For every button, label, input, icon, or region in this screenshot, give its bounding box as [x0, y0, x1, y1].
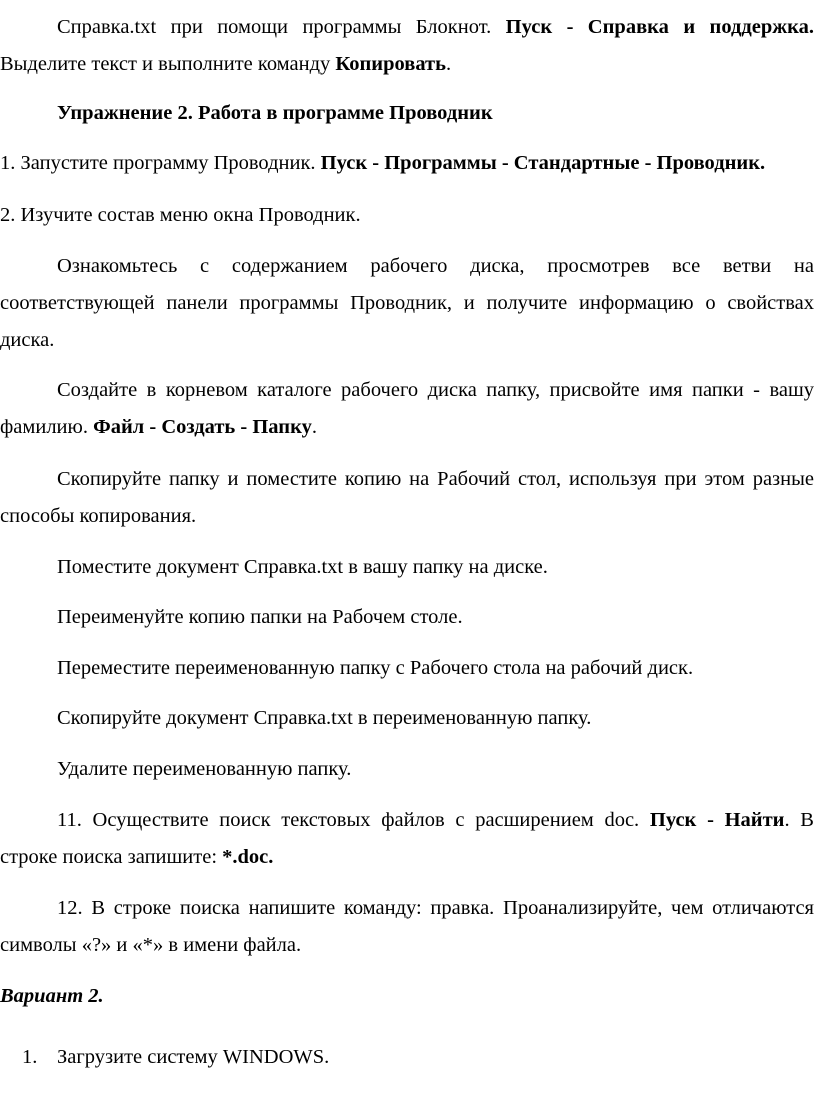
paragraph-move: Переместите переименованную папку с Рабочего стола на рабочий диск.: [57, 657, 694, 679]
text: .: [445, 53, 452, 75]
list-item: [0, 1039, 814, 1076]
paragraph-copy-folder: Скопируйте папку и поместите копию на Рабочий стол, используя при этом разные способы копирования.: [0, 468, 814, 527]
paragraph-wildcards: 12. В строке поиска напишите команду: правка. Проанализируйте, чем отличаются символы «?» и «*» в имени файла.: [0, 897, 814, 956]
text: Справка.txt при помощи программы Блокнот.: [57, 16, 506, 38]
command-text: Пуск - Найти: [649, 809, 785, 831]
variant-text: Вариант 2.: [0, 985, 104, 1007]
command-text: *.doc.: [222, 846, 274, 868]
paragraph-explore-disk: Ознакомьтесь с содержанием рабочего диска, просмотрев все ветви на соответствующей панели программы Проводник, и получите информацию о свойствах диска.: [0, 255, 814, 351]
variant-heading: [0, 978, 814, 1015]
text: .: [311, 416, 317, 438]
paragraph-delete: Удалите переименованную папку.: [57, 758, 352, 780]
paragraph-notepad: [0, 9, 814, 83]
paragraph-copy-doc: Скопируйте документ Справка.txt в переименованную папку.: [57, 707, 592, 729]
paragraph-step-2: 2. Изучите состав меню окна Проводник.: [0, 204, 361, 226]
paragraph-step-1: [0, 145, 814, 182]
exercise-heading: [0, 95, 814, 132]
text: 11. Осуществите поиск текстовых файлов с расширением doc.: [57, 809, 650, 831]
text: Выделите текст и выполните команду: [0, 53, 336, 75]
text: . В строке поиска запишите:: [0, 809, 814, 868]
text: 1. Запустите программу Проводник.: [0, 152, 321, 174]
paragraph-search: [0, 802, 814, 876]
command-text: Копировать: [335, 53, 446, 75]
text: Создайте в корневом каталоге рабочего диска папку, присвойте имя папки - вашу фамилию.: [0, 379, 814, 438]
list-text: Загрузите систему WINDOWS.: [57, 1046, 330, 1068]
command-text: Пуск - Справка и поддержка.: [505, 16, 815, 38]
paragraph-create-folder: [0, 372, 814, 446]
paragraph-rename: Переименуйте копию папки на Рабочем столе.: [57, 606, 463, 628]
command-text: Пуск - Программы - Стандартные - Проводник.: [320, 152, 766, 174]
command-text: Файл - Создать - Папку: [93, 416, 312, 438]
list-number: 1.: [22, 1046, 38, 1068]
paragraph-place-doc: Поместите документ Справка.txt в вашу папку на диске.: [57, 556, 548, 578]
heading-text: Упражнение 2. Работа в программе Проводник: [57, 102, 493, 124]
